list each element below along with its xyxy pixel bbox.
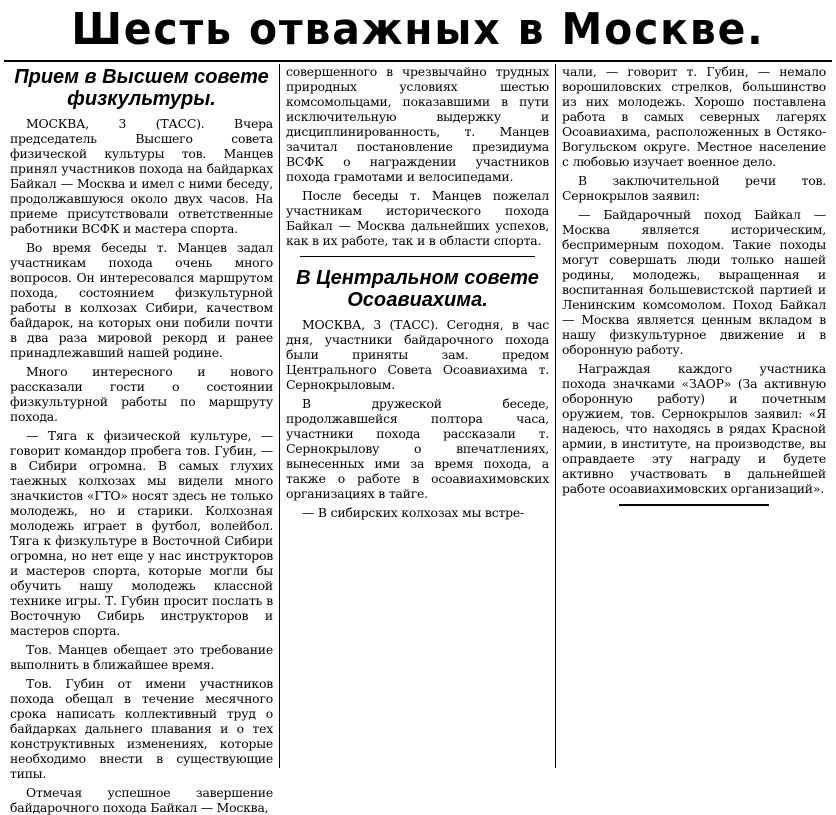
article-paragraph: — Тяга к физической культуре, — говорит командор пробега тов. Губин, — в Сибири огромна. В самых глухих таежных колхозах мы видели много значкистов «ГТО» носят здесь не только молодежь, но и старики. Колхозная молодежь играет в футбол, волейбол. Тяга к физкультуре в Восточной Сибири огромна, но нет еще у нас инструкторов и мастеров спорта, которые могли бы обучить нашу молодежь классной технике игры. Т. Губин просит послать в Восточную Сибирь инструкторов и мастеров спорта.	[10, 428, 273, 638]
column-right	[556, 64, 832, 768]
article-paragraph: Много интересного и нового рассказали гости о состоянии физкультурной работы по маршруту похода.	[10, 364, 273, 424]
article-paragraph: Во время беседы т. Манцев задал участникам похода очень много вопросов. Он интересовался маршрутом похода, состоянием физкультурной работы в колхозах Сибири, качеством байдарок, на которых они побили почти в два раза мировой рекорд и ранее принадлежавший нашей родине.	[10, 240, 273, 360]
column-left	[4, 64, 280, 815]
section-title-osoaviakhim: В Центральном совете Осоавиахима.	[296, 267, 539, 311]
article-paragraph: Награждая каждого участника похода значками «ЗАОР» (За активную оборонную работу) и почетным оружием, тов. Сернокрылов заявил: «Я надеюсь, что находясь в рядах Красной армии, в институте, на производстве, вы оправдаете эту награду и будете активно участвовать в дальнейшей работе осоавиахимовских организаций».	[562, 361, 826, 496]
section-divider	[300, 256, 535, 257]
article-paragraph: Тов. Губин от имени участников похода обещал в течение месячного срока написать коллективный труд о байдарках дальнего плавания и о тех конструктивных изменениях, которые необходимо внести в существующие типы.	[10, 676, 273, 781]
page-headline: Шесть отважных в Москве.	[71, 4, 765, 55]
article-paragraph: Отмечая успешное завершение байдарочного похода Байкал — Москва,	[10, 785, 273, 815]
section-title-vsfk: Прием в Высшем совете физкультуры.	[14, 66, 269, 110]
article-columns	[4, 64, 832, 815]
article-paragraph: После беседы т. Манцев пожелал участникам исторического похода Байкал — Москва дальнейших успехов, как в их работе, так и в области спорта.	[286, 188, 549, 248]
article-end-rule	[619, 504, 769, 506]
article-paragraph: Тов. Манцев обещает это требование выполнить в ближайшее время.	[10, 642, 273, 672]
article-paragraph: МОСКВА, 3 (ТАСС). Сегодня, в час дня, участники байдарочного похода были приняты зам. предом Центрального Совета Осоавиахима т. Сернокрыловым.	[286, 317, 549, 392]
headline-rule	[4, 60, 832, 62]
article-paragraph: совершенного в чрезвычайно трудных природных условиях шестью комсомольцами, показавшими в пути исключительную выдержку и дисциплинированность, т. Манцев зачитал постановление президиума ВСФК о награждении участников похода грамотами и велосипедами.	[286, 64, 549, 184]
article-paragraph: В дружеской беседе, продолжавшейся полтора часа, участники похода рассказали т. Сернокрылову о впечатлениях, вынесенных ими за время похода, а также о работе в осоавиахимовских организациях в тайге.	[286, 396, 549, 501]
article-paragraph: — В сибирских колхозах мы встре-	[302, 505, 524, 520]
article-paragraph: МОСКВА, 3 (ТАСС). Вчера председатель Высшего совета физической культуры тов. Манцев принял участников похода на байдарках Байкал — Москва и имел с ними беседу, продолжавшуюся около двух часов. На приеме присутствовали ответственные работники ВСФК и мастера спорта.	[10, 116, 273, 236]
column-middle	[280, 64, 556, 768]
article-paragraph: В заключительной речи тов. Сернокрылов заявил:	[562, 173, 826, 203]
article-paragraph: чали, — говорит т. Губин, — немало ворошиловских стрелков, большинство из них молодежь. Хорошо поставлена работа в самых северных лагерях Осоавиахима, расположенных в Остяко-Вогульском округе. Местное население с любовью изучает военное дело.	[562, 64, 826, 169]
article-paragraph: — Байдарочный поход Байкал — Москва является историческим, беспримерным походом. Такие походы могут совершать люди только нашей родины, молодежь, выращенная и воспитанная большевистской партией и Ленинским комсомолом. Поход Байкал — Москва является ценным вкладом в нашу физкультурное движение и в оборонную работу.	[562, 207, 826, 357]
